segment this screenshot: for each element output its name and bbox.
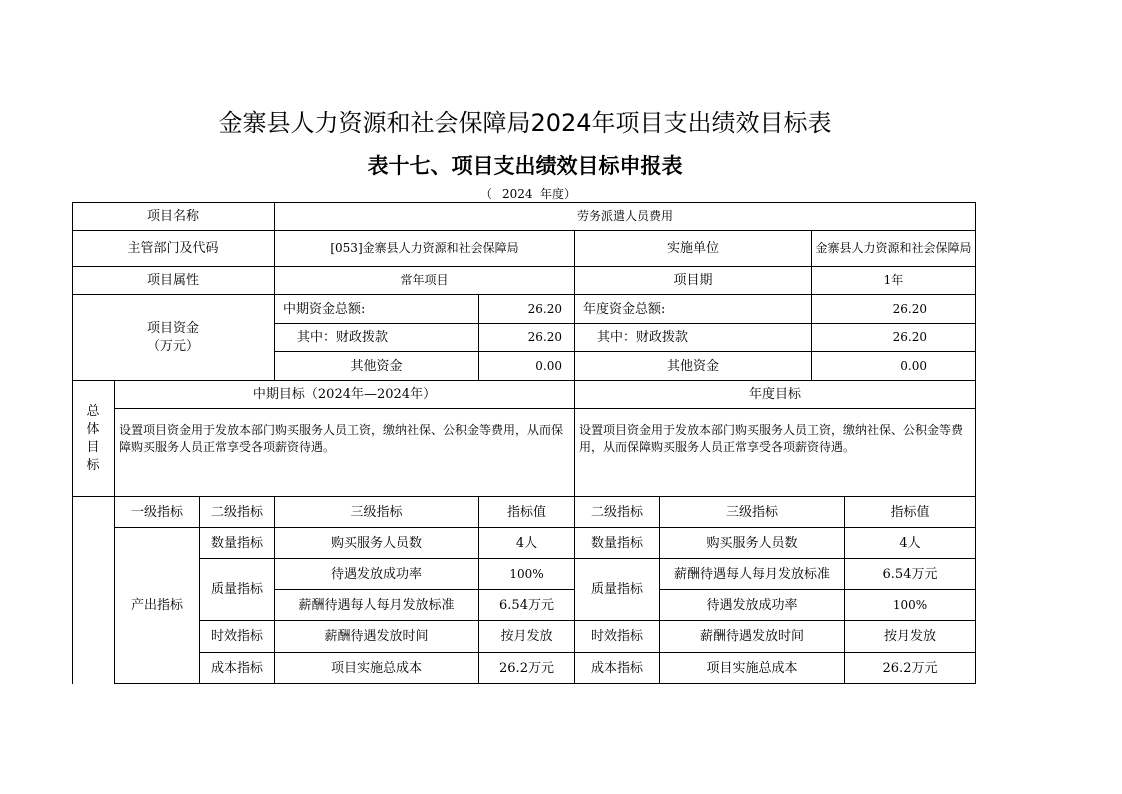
header-value-annual: 指标值	[845, 497, 976, 528]
quantity-l2: 数量指标	[200, 528, 275, 559]
project-attr-value: 常年项目	[275, 267, 575, 295]
funds-label-line1: 项目资金	[146, 320, 199, 336]
year-suffix: 年度）	[540, 187, 577, 201]
cost-annual-value: 26.2万元	[845, 653, 976, 684]
indicator-side-column	[72, 497, 115, 684]
quality-annual-b-l3: 待遇发放成功率	[660, 590, 845, 621]
cost-annual-l2: 成本指标	[575, 653, 660, 684]
timeliness-annual-value: 按月发放	[845, 621, 976, 653]
mid-other-value: 0.00	[479, 352, 575, 381]
year-open-paren: （	[480, 187, 493, 201]
timeliness-annual-l3: 薪酬待遇发放时间	[660, 621, 845, 653]
quality-mid-b-value: 6.54万元	[479, 590, 575, 621]
cost-mid-value: 26.2万元	[479, 653, 575, 684]
timeliness-annual-l2: 时效指标	[575, 621, 660, 653]
quality-l2: 质量指标	[200, 559, 275, 621]
funds-label-line2: （万元）	[146, 338, 199, 354]
header-level1: 一级指标	[115, 497, 200, 528]
form-subtitle: 表十七、项目支出绩效目标申报表	[367, 154, 683, 178]
quantity-mid-value: 4人	[479, 528, 575, 559]
funds-label	[72, 295, 275, 381]
project-name-label: 项目名称	[72, 202, 275, 231]
annual-total-value: 26.20	[812, 295, 976, 324]
cost-l2: 成本指标	[200, 653, 275, 684]
header-level3: 三级指标	[275, 497, 479, 528]
impl-unit-label: 实施单位	[575, 231, 812, 267]
quantity-annual-l2: 数量指标	[575, 528, 660, 559]
timeliness-mid-l3: 薪酬待遇发放时间	[275, 621, 479, 653]
dept-value: [053]金寨县人力资源和社会保障局	[275, 231, 575, 267]
quantity-annual-value: 4人	[845, 528, 976, 559]
mid-goal-header: 中期目标（2024年—2024年）	[115, 381, 575, 409]
mid-total-value: 26.20	[479, 295, 575, 324]
dept-label: 主管部门及代码	[72, 231, 275, 267]
project-attr-label: 项目属性	[72, 267, 275, 295]
mid-other-label: 其他资金	[275, 352, 479, 381]
overall-goal-label	[72, 381, 115, 497]
quality-annual-l2: 质量指标	[575, 559, 660, 621]
mid-total-label: 中期资金总额:	[275, 295, 479, 324]
year-line	[480, 185, 576, 202]
quantity-annual-l3: 购买服务人员数	[660, 528, 845, 559]
impl-unit-value: 金寨县人力资源和社会保障局	[812, 231, 976, 267]
annual-fiscal-value: 26.20	[812, 324, 976, 352]
overall-goal-char: 标	[86, 457, 100, 473]
project-period-label: 项目期	[575, 267, 812, 295]
header-level2-annual: 二级指标	[575, 497, 660, 528]
quality-mid-a-value: 100%	[479, 559, 575, 590]
timeliness-l2: 时效指标	[200, 621, 275, 653]
overall-goal-char: 体	[86, 421, 100, 437]
quality-annual-b-value: 100%	[845, 590, 976, 621]
annual-goal-text: 设置项目资金用于发放本部门购买服务人员工资，缴纳社保、公积金等费用，从而保障购买服务人员正常享受各项薪资待遇。	[575, 409, 976, 497]
quality-mid-a-l3: 待遇发放成功率	[275, 559, 479, 590]
timeliness-mid-value: 按月发放	[479, 621, 575, 653]
quantity-mid-l3: 购买服务人员数	[275, 528, 479, 559]
quality-mid-b-l3: 薪酬待遇每人每月发放标准	[275, 590, 479, 621]
quality-annual-a-value: 6.54万元	[845, 559, 976, 590]
annual-other-value: 0.00	[812, 352, 976, 381]
mid-fiscal-label: 其中：财政拨款	[275, 324, 479, 352]
year-value: 2024	[502, 187, 533, 201]
cost-annual-l3: 项目实施总成本	[660, 653, 845, 684]
overall-goal-char: 总	[86, 403, 100, 419]
page-title: 金寨县人力资源和社会保障局2024年项目支出绩效目标表	[218, 109, 832, 137]
annual-other-label: 其他资金	[575, 352, 812, 381]
header-level2: 二级指标	[200, 497, 275, 528]
level1-output: 产出指标	[115, 528, 200, 684]
annual-goal-header: 年度目标	[575, 381, 976, 409]
mid-goal-text: 设置项目资金用于发放本部门购买服务人员工资，缴纳社保、公积金等费用，从而保障购买服务人员正常享受各项薪资待遇。	[115, 409, 575, 497]
project-period-value: 1年	[812, 267, 976, 295]
mid-fiscal-value: 26.20	[479, 324, 575, 352]
quality-annual-a-l3: 薪酬待遇每人每月发放标准	[660, 559, 845, 590]
header-value: 指标值	[479, 497, 575, 528]
project-name-value: 劳务派遣人员费用	[275, 202, 976, 231]
overall-goal-char: 目	[86, 439, 100, 455]
annual-total-label: 年度资金总额:	[575, 295, 812, 324]
header-level3-annual: 三级指标	[660, 497, 845, 528]
cost-mid-l3: 项目实施总成本	[275, 653, 479, 684]
annual-fiscal-label: 其中：财政拨款	[575, 324, 812, 352]
